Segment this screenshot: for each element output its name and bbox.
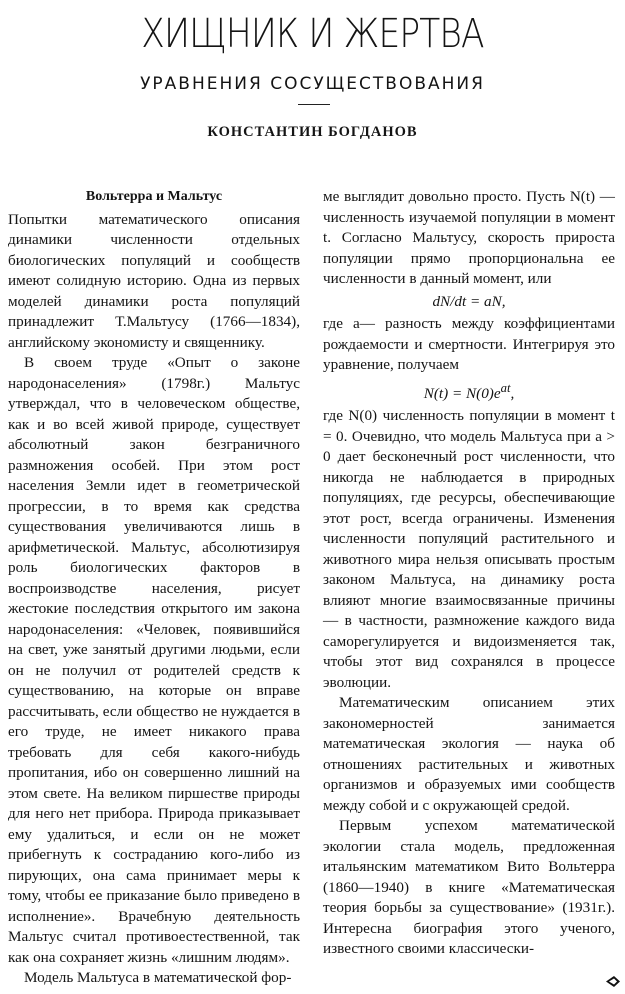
paragraph: Математическим описанием этих закономерностей занимается математическая экология — наука об отношениях растительных и животных организмов и образуемых ими сообществ между собой и с окружающей средой. — [323, 694, 615, 814]
section-heading: Вольтерра и Мальтус — [85, 189, 223, 204]
equation-base: N(t) = N(0)e — [423, 384, 501, 402]
equation-exponent: at — [500, 380, 511, 395]
article-author: КОНСТАНТИН БОГДАНОВ — [207, 124, 418, 140]
paragraph: Модель Мальтуса в математической фор- — [24, 969, 292, 986]
article-subtitle: УРАВНЕНИЯ СОСУЩЕСТВОВАНИЯ — [140, 74, 485, 94]
paragraph: где N(0) численность популяции в момент t = 0. Очевидно, что модель Мальтуса при a > 0 дает бесконечный рост численности, что никогда не наблюдается в природных популяциях, где ресурсы, обеспечивающие этот рост, всегда ограничены. Изменения численности популяций растительного и животного мира нельзя описывать простым законом Мальтуса, на динамику роста влияют многие взаимосвязанные причины — в частности, размножение каждого вида саморегулируется и видоизменяется так, чтобы этот вид сохранялся в процессе эволюции. — [323, 407, 615, 691]
left-column — [8, 187, 300, 989]
paragraph: ме выглядит довольно просто. Пусть N(t) — численность изучаемой популяции в момент t. Согласно Мальтусу, скорость прироста популяции прямо пропорциональна ее численности в данный момент, или — [323, 188, 615, 287]
paragraph: Попытки математического описания динамики численности отдельных биологических популяций и сообществ имеют солидную историю. Одна из первых моделей динамики роста популяций принадлежит Т.Мальтусу (1766—1834), английскому экономисту и священнику. — [8, 210, 300, 351]
paragraph: где a— разность между коэффициентами рождаемости и смертности. Интегрируя это уравнение, получаем — [323, 315, 615, 373]
continue-arrow-icon — [605, 975, 621, 988]
equation-solution — [323, 378, 615, 405]
title-divider — [298, 104, 330, 105]
paragraph: В своем труде «Опыт о законе народонаселения» (1798г.) Мальтус утверждал, что в человеческом обществе, как и во всей живой природе, существует абсолютный закон безграничного размножения особей. При этом рост населения Земли идет в геометрической прогрессии, в то время как средства существования увеличиваются лишь в арифметической. Мальтус, абсолютизируя роль биологических факторов в воспроизводстве населения, рисует жестокие последствия открытого им закона народонаселения: «Человек, появившийся на свет, уже занятый другими людьми, если он не получил от родителей средств к существованию, на которые он вправе рассчитывать, если общество не нуждается в его труде, не имеет никакого права требовать для себя какого-нибудь пропитания, ибо он совершенно лишний на этом свете. На великом пиршестве природы для него нет прибора. Природа приказывает ему удалиться, и если он не может прибегнуть к состраданию кого-либо из пирующих, она сама принимает меры к тому, чтобы ее приказание было приведено в исполнение». Врачебную деятельность Мальтус считал противоестественной, так как она сохраняет жизнь «лишним людям». — [8, 354, 300, 966]
equation-comma: , — [510, 384, 515, 402]
right-column — [323, 187, 615, 960]
paragraph: Первым успехом математической экологии стала модель, предложенная итальянским математиком Вито Вольтерра (1860—1940) в книге «Математическая теория борьбы за существование» (1931г.). Интересна биография этого ученого, известного своими классически- — [323, 817, 615, 958]
article-title: ХИЩНИК И ЖЕРТВА — [141, 11, 484, 57]
equation-growth: dN/dt = aN, — [432, 292, 506, 310]
